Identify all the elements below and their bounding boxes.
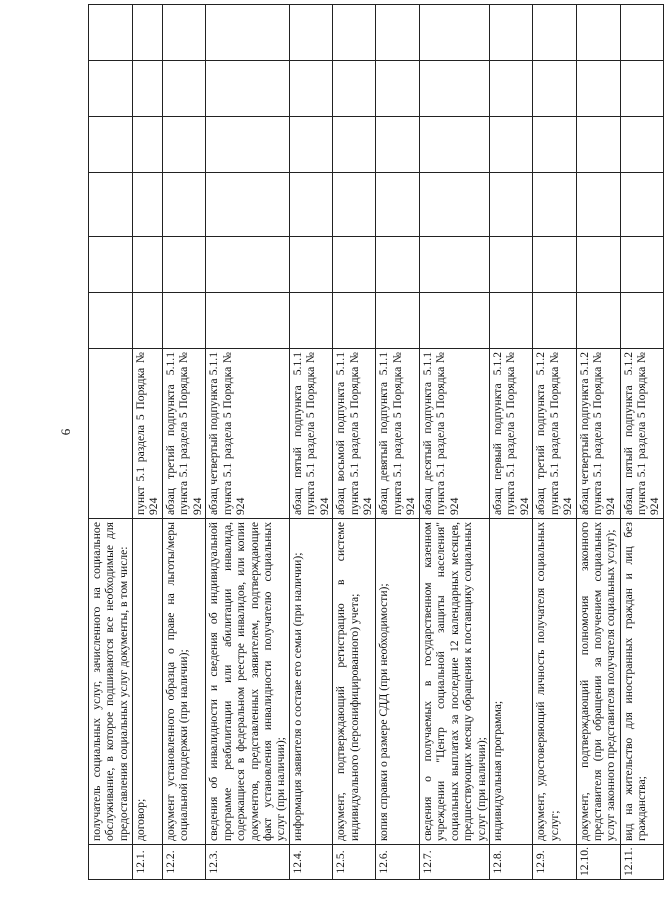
- empty-cell: [533, 117, 576, 173]
- table-row: [489, 5, 532, 880]
- table-row: [576, 5, 620, 880]
- legal-reference: абзац десятый подпункта 5.1.1 пункта 5.1 раздела 5 Порядка № 924: [419, 349, 489, 519]
- rotated-table-container: [88, 5, 662, 880]
- empty-cell: [376, 237, 419, 293]
- empty-cell: [89, 5, 133, 61]
- empty-cell: [489, 117, 532, 173]
- empty-cell: [376, 61, 419, 117]
- empty-cell: [289, 117, 332, 173]
- row-number: 12.8.: [489, 845, 532, 880]
- empty-cell: [289, 61, 332, 117]
- document-description: индивидуальная программа;: [489, 519, 532, 845]
- empty-cell: [89, 293, 133, 349]
- empty-cell: [489, 237, 532, 293]
- row-number: 12.10.: [576, 845, 620, 880]
- empty-cell: [419, 117, 489, 173]
- empty-cell: [206, 61, 290, 117]
- empty-cell: [576, 5, 620, 61]
- empty-cell: [289, 237, 332, 293]
- empty-cell: [533, 293, 576, 349]
- document-description: документ установленного образца о праве на льготы/меры социальной поддержки (при наличии);: [162, 519, 205, 845]
- documents-table: [88, 4, 664, 880]
- empty-cell: [133, 117, 163, 173]
- table-row: [333, 5, 376, 880]
- empty-cell: [576, 117, 620, 173]
- table-row: [133, 5, 163, 880]
- row-number: 12.5.: [333, 845, 376, 880]
- empty-cell: [89, 61, 133, 117]
- empty-cell: [489, 173, 532, 237]
- empty-cell: [419, 237, 489, 293]
- empty-cell: [206, 5, 290, 61]
- document-description: вид на жительство для иностранных граждан и лиц без гражданства;: [620, 519, 663, 845]
- empty-cell: [162, 5, 205, 61]
- legal-reference: абзац восьмой подпункта 5.1.1 пункта 5.1 раздела 5 Порядка № 924: [333, 349, 376, 519]
- row-number: 12.3.: [206, 845, 290, 880]
- empty-cell: [133, 61, 163, 117]
- empty-cell: [620, 5, 663, 61]
- empty-cell: [206, 173, 290, 237]
- row-number: 12.6.: [376, 845, 419, 880]
- num-cell: [89, 845, 133, 880]
- empty-cell: [489, 61, 532, 117]
- empty-cell: [289, 173, 332, 237]
- row-number: 12.2.: [162, 845, 205, 880]
- legal-reference: абзац девятый подпункта 5.1.1 пункта 5.1 раздела 5 Порядка № 924: [376, 349, 419, 519]
- legal-reference: абзац третий подпункта 5.1.1 пункта 5.1 раздела 5 Порядка № 924: [162, 349, 205, 519]
- empty-cell: [620, 293, 663, 349]
- empty-cell: [333, 5, 376, 61]
- empty-cell: [620, 117, 663, 173]
- empty-cell: [162, 293, 205, 349]
- document-description: договор;: [133, 519, 163, 845]
- table-row-intro: [89, 5, 133, 880]
- empty-cell: [206, 117, 290, 173]
- empty-cell: [333, 117, 376, 173]
- empty-cell: [376, 293, 419, 349]
- table-row: [419, 5, 489, 880]
- empty-cell: [289, 5, 332, 61]
- empty-cell: [133, 5, 163, 61]
- empty-cell: [576, 293, 620, 349]
- legal-reference: абзац пятый подпункта 5.1.2 пункта 5.1 раздела 5 Порядка № 924: [620, 349, 663, 519]
- page-number: 6: [58, 428, 73, 436]
- empty-cell: [533, 173, 576, 237]
- legal-reference: абзац первый подпункта 5.1.2 пункта 5.1 раздела 5 Порядка № 924: [489, 349, 532, 519]
- empty-cell: [419, 173, 489, 237]
- empty-cell: [133, 173, 163, 237]
- empty-cell: [333, 61, 376, 117]
- empty-cell: [333, 237, 376, 293]
- empty-cell: [419, 61, 489, 117]
- empty-cell: [162, 117, 205, 173]
- document-description: документ, удостоверяющий личность получателя социальных услуг;: [533, 519, 576, 845]
- table-row: [206, 5, 290, 880]
- empty-cell: [133, 237, 163, 293]
- empty-cell: [333, 173, 376, 237]
- row-number: 12.4.: [289, 845, 332, 880]
- ref-cell: [89, 349, 133, 519]
- table-row: [376, 5, 419, 880]
- empty-cell: [489, 293, 532, 349]
- empty-cell: [162, 237, 205, 293]
- document-description: сведения о получаемых в государственном казенном учреждении "Центр социальной защиты населения" социальных выплатах за последние 12 календарных месяцев, предшествующих месяцу обращения к поставщику социальных услуг (при наличии);: [419, 519, 489, 845]
- empty-cell: [576, 61, 620, 117]
- document-description: сведения об инвалидности и сведения об индивидуальной программе реабилитации или абилитации инвалида, содержащиеся в федеральном реестре инвалидов, или копии документов, представленных заявителем, подтверждающие факт установления инвалидности получателю социальных услуг (при наличии);: [206, 519, 290, 845]
- empty-cell: [376, 5, 419, 61]
- table-row: [620, 5, 663, 880]
- legal-reference: абзац пятый подпункта 5.1.1 пункта 5.1 раздела 5 Порядка № 924: [289, 349, 332, 519]
- table-row: [533, 5, 576, 880]
- empty-cell: [289, 293, 332, 349]
- empty-cell: [419, 293, 489, 349]
- table-row: [289, 5, 332, 880]
- document-description: документ, подтверждающий регистрацию в системе индивидуального (персонифицированного) учета;: [333, 519, 376, 845]
- empty-cell: [576, 173, 620, 237]
- empty-cell: [206, 293, 290, 349]
- empty-cell: [206, 237, 290, 293]
- row-number: 12.1.: [133, 845, 163, 880]
- empty-cell: [89, 173, 133, 237]
- empty-cell: [489, 5, 532, 61]
- empty-cell: [162, 61, 205, 117]
- row-number: 12.9.: [533, 845, 576, 880]
- empty-cell: [376, 173, 419, 237]
- empty-cell: [162, 173, 205, 237]
- row-number: 12.11.: [620, 845, 663, 880]
- document-description: информация заявителя о составе его семьи (при наличии);: [289, 519, 332, 845]
- empty-cell: [419, 5, 489, 61]
- document-description: копия справки о размере СДД (при необходимости);: [376, 519, 419, 845]
- empty-cell: [620, 61, 663, 117]
- empty-cell: [533, 237, 576, 293]
- empty-cell: [620, 237, 663, 293]
- legal-reference: абзац третий подпункта 5.1.2 пункта 5.1 раздела 5 Порядка № 924: [533, 349, 576, 519]
- empty-cell: [620, 173, 663, 237]
- document-description: документ, подтверждающий полномочия законного представителя (при обращении за получением социальных услуг законного представителя получателя социальных услуг);: [576, 519, 620, 845]
- empty-cell: [89, 117, 133, 173]
- intro-text: получатель социальных услуг, зачисленного на социальное обслуживание, в которое подшиваются все необходимые для предоставления социальных услуг документы, в том числе:: [89, 519, 133, 845]
- empty-cell: [533, 61, 576, 117]
- empty-cell: [133, 293, 163, 349]
- empty-cell: [89, 237, 133, 293]
- empty-cell: [533, 5, 576, 61]
- row-number: 12.7.: [419, 845, 489, 880]
- table-row: [162, 5, 205, 880]
- legal-reference: пункт 5.1 раздела 5 Порядка № 924: [133, 349, 163, 519]
- empty-cell: [576, 237, 620, 293]
- empty-cell: [376, 117, 419, 173]
- legal-reference: абзац четвертый подпункта 5.1.1 пункта 5.1 раздела 5 Порядка № 924: [206, 349, 290, 519]
- empty-cell: [333, 293, 376, 349]
- legal-reference: абзац четвертый подпункта 5.1.2 пункта 5.1 раздела 5 Порядка № 924: [576, 349, 620, 519]
